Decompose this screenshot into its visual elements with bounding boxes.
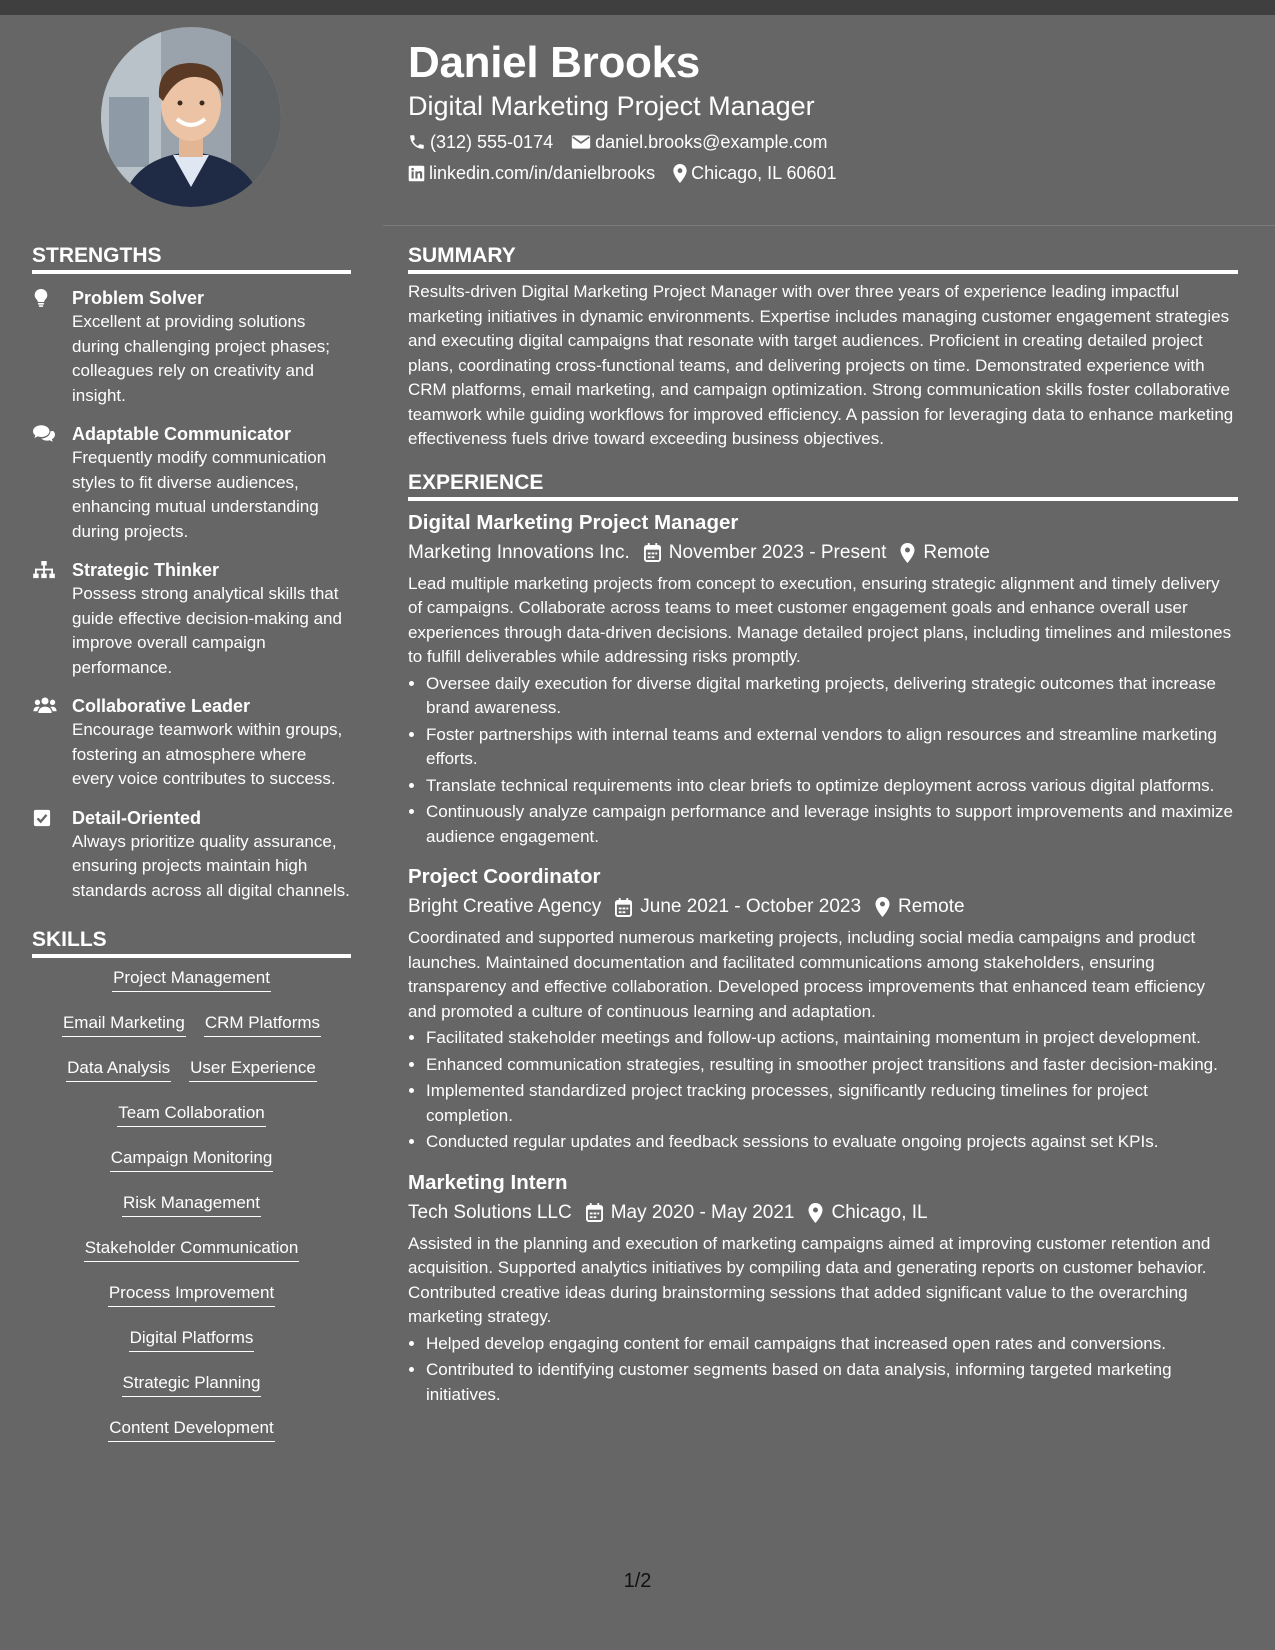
- skill-tag: Risk Management: [122, 1191, 261, 1217]
- chat-bubbles-icon: [33, 425, 55, 442]
- phone-text: (312) 555-0174: [430, 132, 554, 152]
- strength-desc: Encourage teamwork within groups, fostering an atmosphere where every voice contributes to success.: [72, 720, 343, 788]
- linkedin-text: linkedin.com/in/danielbrooks: [429, 163, 656, 183]
- job-description: Assisted in the planning and execution of marketing campaigns aimed at improving customer retention and acquisition. Supported analytics initiatives by compiling data and generating reports on customer behavior. Contributed creative ideas during brainstorming sessions that added significant value to the overarching marketing strategy.: [408, 1233, 1211, 1326]
- calendar-icon: [644, 543, 661, 562]
- skill-tag: CRM Platforms: [204, 1011, 321, 1037]
- linkedin-item[interactable]: [408, 162, 655, 184]
- job-bullets: [408, 1332, 1238, 1408]
- strength-name: Detail-Oriented: [72, 807, 202, 828]
- job-role: Digital Marketing Project Manager: [408, 510, 739, 534]
- summary-text: Results-driven Digital Marketing Project Manager with over three years of experience leading impactful marketing initiatives in dynamic environments. Expertise includes managing customer engagement strategies and executing digital campaigns that resonate with target audiences. Proficient in creating detailed project plans, coordinating cross-functional teams, and delivering projects on time. Demonstrated experience with CRM platforms, email marketing, and campaign optimization. Strong communication skills foster collaborative teamwork while guiding workflows for improved efficiency. A passion for leveraging data to enhance marketing effectiveness fuels drive toward exceeding business objectives.: [408, 282, 1234, 448]
- job-dates: June 2021 - October 2023: [640, 896, 862, 917]
- job-entry: [408, 1169, 1238, 1408]
- email-item[interactable]: [571, 131, 827, 153]
- linkedin-icon: [408, 165, 425, 182]
- job-bullet: • Continuously analyze campaign performance and leverage insights to support improvements and maximize audience engagement.: [426, 800, 1238, 849]
- top-bar: [0, 0, 1275, 15]
- header-divider: [383, 225, 1275, 226]
- strength-item: [32, 806, 351, 904]
- skill-tag: Digital Platforms: [129, 1326, 255, 1352]
- map-pin-icon: [900, 543, 915, 563]
- skill-tag: Strategic Planning: [122, 1371, 262, 1397]
- org-chart-icon: [33, 561, 55, 579]
- job-bullet: • Oversee daily execution for diverse digital marketing projects, delivering strategic outcomes that increase brand awareness.: [426, 672, 1238, 721]
- job-bullets: [408, 1026, 1238, 1155]
- page-number: 1/2: [623, 1570, 652, 1592]
- strength-name: Problem Solver: [72, 288, 205, 308]
- job-dates: May 2020 - May 2021: [610, 1201, 795, 1223]
- strength-desc: Always prioritize quality assurance, ensuring projects maintain high standards across all digital channels.: [72, 831, 350, 900]
- skill-tag: User Experience: [189, 1056, 317, 1082]
- summary-heading: SUMMARY: [408, 243, 1238, 274]
- job-role: Project Coordinator: [408, 865, 601, 888]
- job-company: Marketing Innovations Inc.: [408, 541, 630, 563]
- strength-name: Adaptable Communicator: [72, 424, 292, 444]
- job-description: Coordinated and supported numerous marketing projects, including social media campaigns and product launches. Maintained documentation and facilitated communications among stakeholders, ensuring transparency and effective collaboration. Developed process improvements that enhanced team efficiency and promoted a culture of continuous learning and adaptation.: [408, 928, 1205, 1021]
- job-meta: [408, 894, 1238, 920]
- candidate-name: Daniel Brooks: [408, 38, 700, 87]
- job-bullet: • Contributed to identifying customer segments based on data analysis, informing targeted marketing initiatives.: [426, 1358, 1238, 1407]
- job-bullet: • Enhanced communication strategies, resulting in smoother project transitions and faster decision-making.: [426, 1053, 1238, 1078]
- skill-tag: Content Development: [108, 1416, 274, 1442]
- job-company: Bright Creative Agency: [408, 896, 602, 917]
- skill-tag: Stakeholder Communication: [84, 1236, 300, 1262]
- job-bullet: • Translate technical requirements into clear briefs to optimize deployment across various digital platforms.: [426, 774, 1238, 799]
- profile-photo: [101, 27, 281, 207]
- job-location: Remote: [898, 896, 965, 917]
- job-bullet: • Conducted regular updates and feedback sessions to evaluate ongoing projects against set KPIs.: [426, 1130, 1238, 1155]
- lightbulb-icon: [33, 289, 49, 307]
- strength-desc: Excellent at providing solutions during challenging project phases; colleagues rely on creativity and insight.: [72, 312, 331, 405]
- job-bullet: • Facilitated stakeholder meetings and follow-up actions, maintaining momentum in project development.: [426, 1026, 1238, 1051]
- envelope-icon: [571, 133, 591, 151]
- skills-list: [32, 966, 351, 1461]
- job-meta: [408, 1200, 1238, 1226]
- skill-tag: Team Collaboration: [117, 1101, 265, 1127]
- left-column: [32, 243, 351, 1461]
- checkbox-icon: [33, 809, 51, 827]
- strength-item: [32, 286, 351, 408]
- strength-item: [32, 694, 351, 792]
- job-entry: [408, 509, 1238, 850]
- job-location: Remote: [923, 541, 990, 563]
- job-bullet: • Helped develop engaging content for email campaigns that increased open rates and conversions.: [426, 1332, 1238, 1357]
- map-pin-icon: [808, 1203, 823, 1223]
- skill-tag: Process Improvement: [108, 1281, 275, 1307]
- job-bullet: • Implemented standardized project tracking processes, significantly reducing timelines for project completion.: [426, 1079, 1238, 1128]
- calendar-icon: [586, 1203, 603, 1222]
- location-item: [673, 162, 836, 184]
- contact-row-1: [408, 131, 1238, 153]
- job-dates: November 2023 - Present: [668, 541, 887, 563]
- strengths-heading: STRENGTHS: [32, 243, 351, 274]
- phone-item[interactable]: [408, 131, 553, 153]
- map-pin-icon: [673, 164, 687, 183]
- resume-header: [408, 36, 1238, 184]
- job-bullets: [408, 672, 1238, 850]
- right-column: [408, 243, 1238, 1407]
- skill-tag: Data Analysis: [66, 1056, 171, 1082]
- strength-item: [32, 558, 351, 680]
- strength-desc: Possess strong analytical skills that guide effective decision-making and improve overall campaign performance.: [72, 584, 342, 677]
- job-bullet: • Foster partnerships with internal teams and external vendors to align resources and streamline marketing efforts.: [426, 723, 1238, 772]
- contact-row-2: [408, 162, 1238, 184]
- job-entry: [408, 863, 1238, 1155]
- users-icon: [33, 697, 57, 713]
- email-text: daniel.brooks@example.com: [595, 132, 828, 152]
- job-location: Chicago, IL: [831, 1201, 928, 1223]
- calendar-icon: [615, 898, 632, 917]
- candidate-title: Digital Marketing Project Manager: [408, 91, 815, 121]
- job-description: Lead multiple marketing projects from concept to execution, ensuring strategic alignment and timely delivery of campaigns. Collaborate across teams to meet customer engagement goals and enhance overall user experiences through data-driven decisions. Manage detailed project plans, including timelines and milestones to fulfill deliverables while addressing risks promptly.: [408, 573, 1232, 666]
- job-meta: [408, 540, 1238, 566]
- location-text: Chicago, IL 60601: [691, 163, 837, 183]
- strength-name: Strategic Thinker: [72, 560, 220, 580]
- skill-tag: Email Marketing: [62, 1011, 186, 1037]
- strength-desc: Frequently modify communication styles to fit diverse audiences, enhancing mutual understanding during projects.: [72, 448, 327, 541]
- strength-name: Collaborative Leader: [72, 696, 251, 716]
- skills-heading: SKILLS: [32, 927, 351, 958]
- experience-heading: EXPERIENCE: [408, 470, 1238, 501]
- skill-tag: Campaign Monitoring: [110, 1146, 274, 1172]
- strength-item: [32, 422, 351, 544]
- job-role: Marketing Intern: [408, 1170, 568, 1194]
- map-pin-icon: [875, 897, 890, 917]
- skill-tag: Project Management: [112, 966, 271, 992]
- job-company: Tech Solutions LLC: [408, 1201, 572, 1223]
- phone-icon: [408, 133, 426, 151]
